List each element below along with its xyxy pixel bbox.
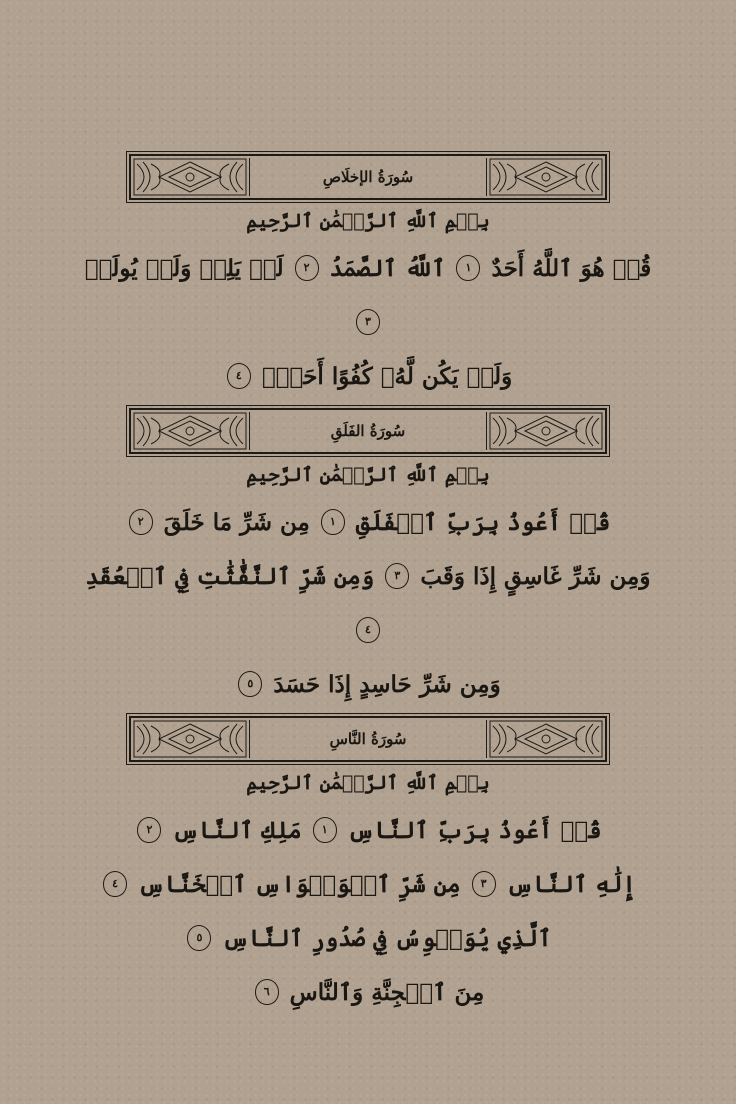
surah-section-ikhlas <box>84 154 652 404</box>
ornament-pattern <box>131 410 249 452</box>
verses-block <box>68 496 668 712</box>
verse-text: ٱلَّذِي يُوَسۡوِسُ فِي صُدُورِ ٱلنَّاسِ <box>222 925 552 952</box>
quran-page <box>84 150 652 1020</box>
basmala: بِسۡمِ ٱللَّهِ ٱلرَّحۡمَٰنِ ٱلرَّحِيمِ <box>246 772 490 794</box>
ornament-pattern <box>131 718 249 760</box>
ayah-number-marker: ٢ <box>137 817 161 843</box>
verse-text: مِن شَرِّ ٱلۡوَسۡوَاسِ ٱلۡخَنَّاسِ <box>138 871 461 898</box>
verse-text: وَمِن شَرِّ حَاسِدٍ إِذَا حَسَدَ <box>273 671 501 698</box>
ornament-band-right <box>487 156 605 198</box>
verse-text: لَمۡ يَلِدۡ وَلَمۡ يُولَدۡ <box>84 255 284 282</box>
surah-title-frame <box>249 720 487 758</box>
surah-header <box>129 154 607 200</box>
ayah-number-marker: ١ <box>456 255 480 281</box>
ornament-band-right <box>487 410 605 452</box>
ayah-number-marker: ٦ <box>255 979 279 1005</box>
ayah-number-marker: ٣ <box>385 563 409 589</box>
verses-block <box>68 242 668 404</box>
verses-block <box>68 804 668 1020</box>
surah-title-frame <box>249 158 487 196</box>
verse-text: مِنَ ٱلۡجِنَّةِ وَٱلنَّاسِ <box>289 979 485 1006</box>
surah-title: سُورَةُ الفَلَقِ <box>330 422 406 440</box>
verse-text: قُلۡ أَعُوذُ بِرَبِّ ٱلۡفَلَقِ <box>355 509 611 536</box>
surah-title-frame <box>249 412 487 450</box>
ornament-band-left <box>131 718 249 760</box>
ayah-number-marker: ٤ <box>227 363 251 389</box>
surah-header <box>129 716 607 762</box>
verse-text: ٱللَّهُ ٱلصَّمَدُ <box>329 255 446 282</box>
basmala: بِسۡمِ ٱللَّهِ ٱلرَّحۡمَٰنِ ٱلرَّحِيمِ <box>246 210 490 232</box>
ornament-band-left <box>131 156 249 198</box>
surah-section-falaq <box>85 408 651 712</box>
ornament-pattern <box>487 718 605 760</box>
surah-title: سُورَةُ الإخلَاصِ <box>322 168 414 186</box>
ayah-number-marker: ١ <box>313 817 337 843</box>
basmala: بِسۡمِ ٱللَّهِ ٱلرَّحۡمَٰنِ ٱلرَّحِيمِ <box>246 464 490 486</box>
ornament-pattern <box>487 410 605 452</box>
ornament-pattern <box>487 156 605 198</box>
verse-text: وَلَمۡ يَكُن لَّهُۥ كُفُوًا أَحَدُۢ <box>261 363 513 390</box>
ornament-band-right <box>487 718 605 760</box>
verse-text: إِلَٰهِ ٱلنَّاسِ <box>506 871 636 898</box>
ayah-number-marker: ٤ <box>356 617 380 643</box>
ayah-number-marker: ١ <box>321 509 345 535</box>
verse-text: مَلِكِ ٱلنَّاسِ <box>172 817 302 844</box>
ornament-band-left <box>131 410 249 452</box>
ayah-number-marker: ٣ <box>472 871 496 897</box>
ornament-pattern <box>131 156 249 198</box>
verse-text: وَمِن شَرِّ غَاسِقٍ إِذَا وَقَبَ <box>420 563 651 590</box>
ayah-number-marker: ٢ <box>295 255 319 281</box>
ayah-number-marker: ٥ <box>238 671 262 697</box>
verse-text: وَمِن شَرِّ ٱلنَّفَّٰثَٰتِ فِي ٱلۡعُقَدِ <box>85 563 375 590</box>
ayah-number-marker: ٤ <box>103 871 127 897</box>
surah-section-nas <box>112 716 636 1020</box>
ayah-number-marker: ٥ <box>187 925 211 951</box>
ayah-number-marker: ٣ <box>356 309 380 335</box>
verse-text: قُلۡ هُوَ ٱللَّهُ أَحَدٌ <box>491 255 652 282</box>
verse-text: قُلۡ أَعُوذُ بِرَبِّ ٱلنَّاسِ <box>347 817 602 844</box>
surah-title: سُورَةُ النَّاسِ <box>329 730 407 748</box>
verse-text: مِن شَرِّ مَا خَلَقَ <box>163 509 310 536</box>
ayah-number-marker: ٢ <box>129 509 153 535</box>
surah-header <box>129 408 607 454</box>
